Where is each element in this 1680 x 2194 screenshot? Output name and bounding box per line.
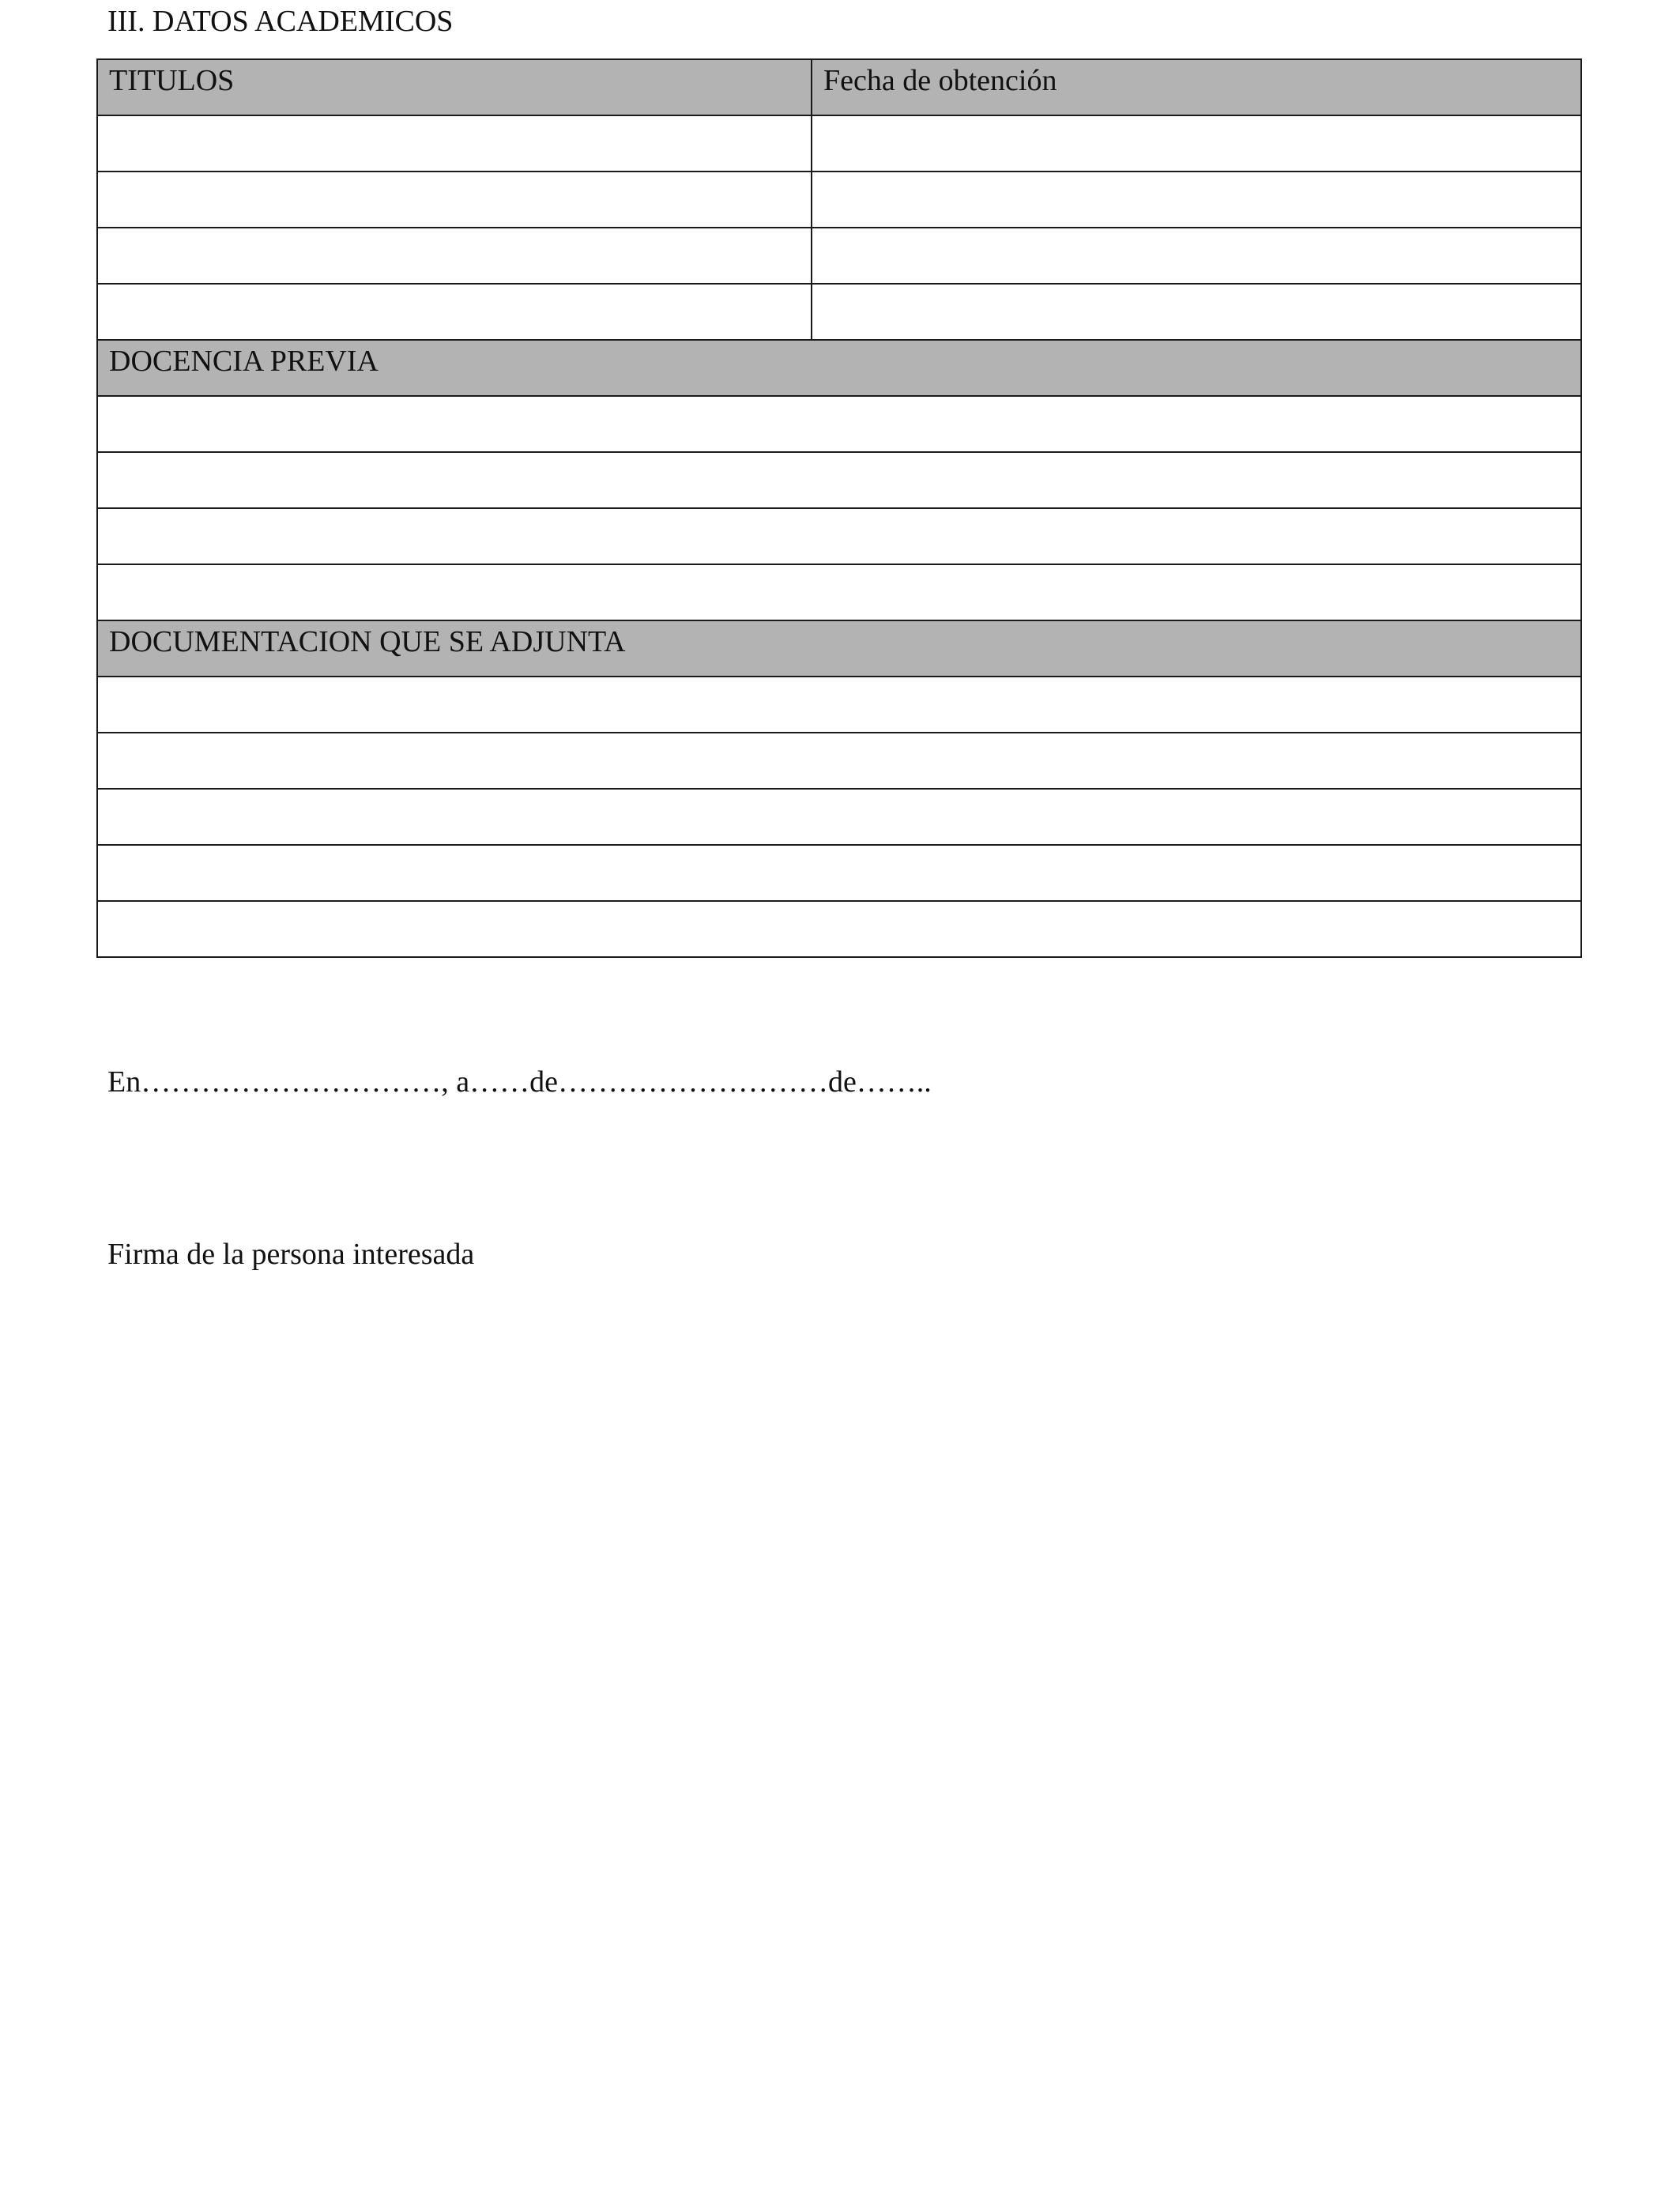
place-date-line: En…………………………, a……de………………………de…….. [107,1065,932,1099]
docencia-header-row [97,340,1581,396]
documentacion-header-row [97,620,1581,677]
documentacion-row [97,845,1581,901]
section-title: III. DATOS ACADEMICOS [107,5,454,38]
table-header-row [97,59,1581,115]
academic-data-table [96,58,1582,958]
documentacion-adjunta-header: DOCUMENTACION QUE SE ADJUNTA [97,620,1581,677]
documentacion-row [97,733,1581,789]
docencia-row [97,508,1581,564]
titulo-row [97,284,1581,340]
docencia-field[interactable] [97,452,1581,508]
titulo-row [97,228,1581,284]
documentacion-row [97,677,1581,733]
signature-label: Firma de la persona interesada [107,1238,475,1271]
docencia-row [97,452,1581,508]
titulo-row [97,172,1581,228]
docencia-field[interactable] [97,396,1581,452]
fecha-obtencion-field[interactable] [812,284,1581,340]
titulo-field[interactable] [97,284,812,340]
documentacion-field[interactable] [97,845,1581,901]
titulo-field[interactable] [97,115,812,172]
titulo-row [97,115,1581,172]
documentacion-row [97,901,1581,957]
fecha-obtencion-header: Fecha de obtención [812,59,1581,115]
docencia-field[interactable] [97,508,1581,564]
documentacion-field[interactable] [97,677,1581,733]
docencia-row [97,564,1581,620]
fecha-obtencion-field[interactable] [812,228,1581,284]
docencia-previa-header: DOCENCIA PREVIA [97,340,1581,396]
docencia-field[interactable] [97,564,1581,620]
documentacion-field[interactable] [97,789,1581,845]
fecha-obtencion-field[interactable] [812,172,1581,228]
fecha-obtencion-field[interactable] [812,115,1581,172]
documentacion-field[interactable] [97,901,1581,957]
docencia-row [97,396,1581,452]
titulo-field[interactable] [97,172,812,228]
titulo-field[interactable] [97,228,812,284]
titulos-header: TITULOS [97,59,812,115]
documentacion-field[interactable] [97,733,1581,789]
documentacion-row [97,789,1581,845]
